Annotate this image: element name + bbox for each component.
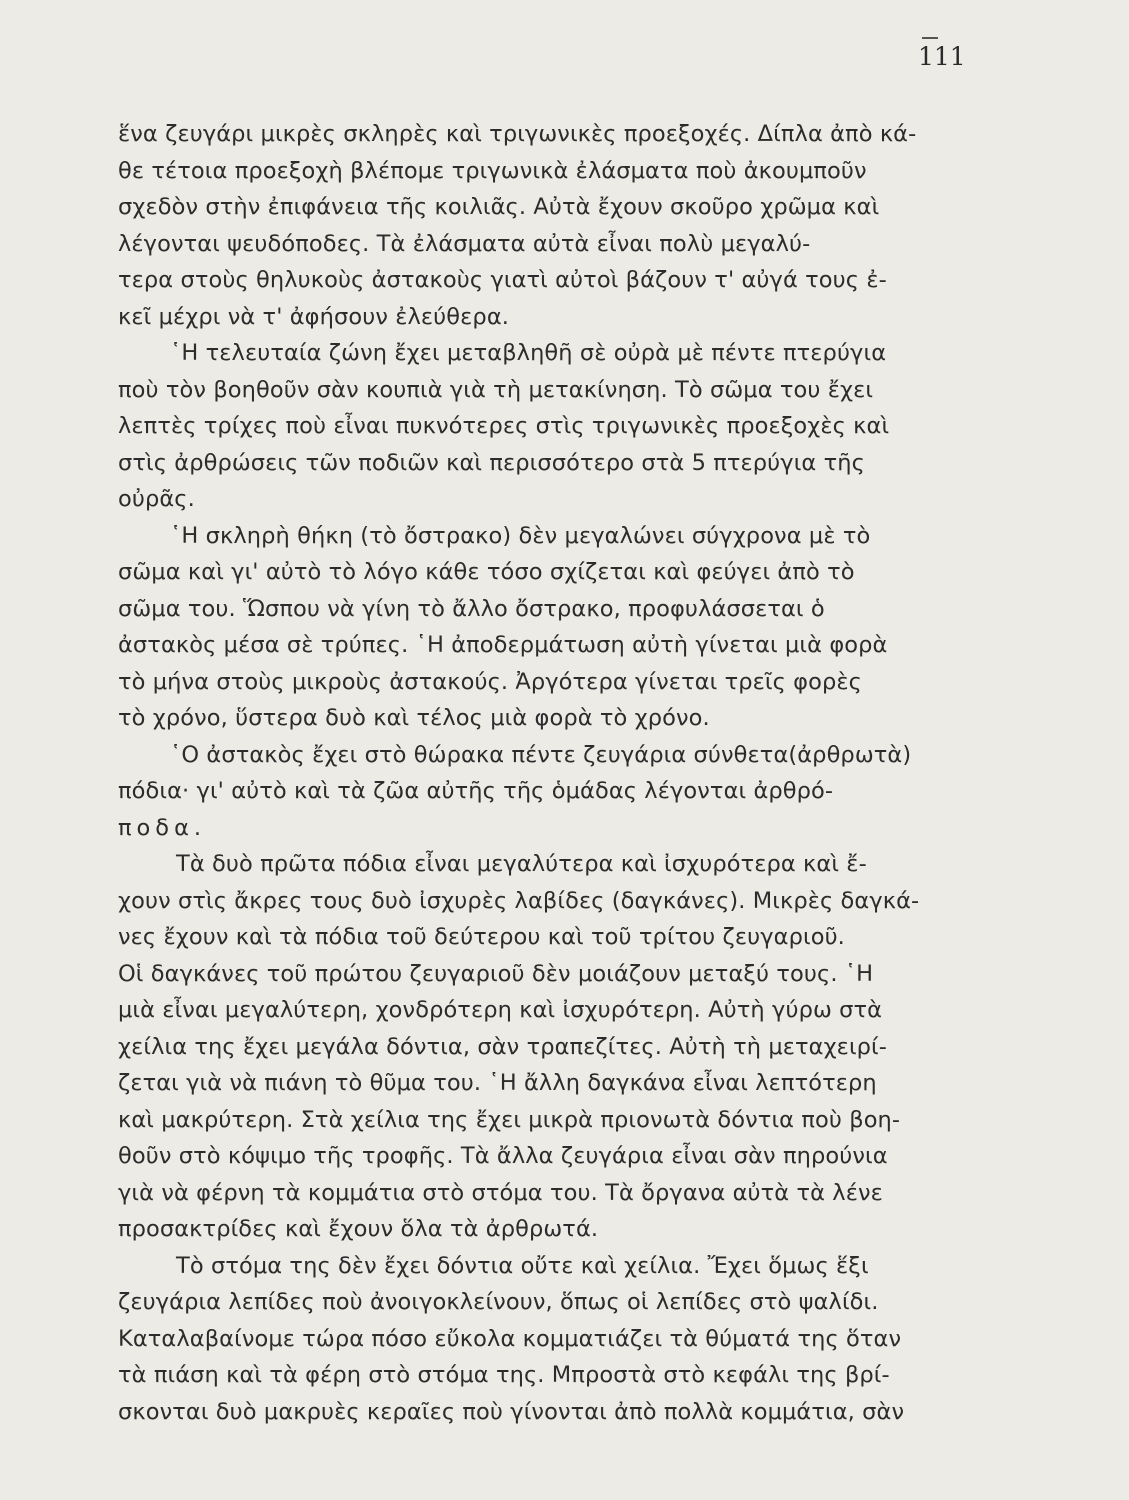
text-line: χείλια της ἔχει μεγάλα δόντια, σὰν τραπεζίτες. Αὐτὴ τὴ μεταχειρί- <box>118 1033 887 1060</box>
text-line: θοῦν στὸ κόψιμο τῆς τροφῆς. Τὰ ἄλλα ζευγάρια εἶναι σὰν πηρούνια <box>118 1143 888 1169</box>
text-line: πόδια· γι' αὐτὸ καὶ τὰ ζῶα αὐτῆς τῆς ὁμάδας λέγονται ἀρθρό- <box>118 778 834 804</box>
text-line: ζευγάρια λεπίδες ποὺ ἀνοιγοκλείνουν, ὅπως οἱ λεπίδες στὸ ψαλίδι. <box>118 1289 879 1315</box>
text-line: κεῖ μέχρι νὰ τ' ἀφήσουν ἐλεύθερα. <box>118 303 509 330</box>
text-line: ποὺ τὸν βοηθοῦν σὰν κουπιὰ γιὰ τὴ μετακίνηση. Τὸ σῶμα του ἔχει <box>118 376 874 403</box>
text-line: ζεται γιὰ νὰ πιάνη τὸ θῦμα του. ῾Η ἄλλη δαγκάνα εἶναι λεπτότερη <box>118 1070 877 1096</box>
paragraph-start-line: Τὸ στόμα της δὲν ἔχει δόντια οὔτε καὶ χείλια. Ἔχει ὅμως ἕξι <box>176 1252 869 1279</box>
text-line: σῶμα καὶ γι' αὐτὸ τὸ λόγο κάθε τόσο σχίζεται καὶ φεύγει ἀπὸ τὸ <box>118 559 855 585</box>
text-line: στὶς ἀρθρώσεις τῶν ποδιῶν καὶ περισσότερο στὰ 5 πτερύγια τῆς <box>118 449 865 476</box>
text-line: σῶμα του. Ὥσπου νὰ γίνη τὸ ἄλλο ὄστρακο, προφυλάσσεται ὁ <box>118 595 825 622</box>
body-text <box>118 116 978 1430</box>
text-line: καὶ μακρύτερη. Στὰ χείλια της ἔχει μικρὰ πριονωτὰ δόντια ποὺ βοη- <box>118 1106 901 1133</box>
text-line: θε τέτοια προεξοχὴ βλέπομε τριγωνικὰ ἐλάσματα ποὺ ἀκουμποῦν <box>118 157 867 184</box>
text-line: προσακτρίδες καὶ ἔχουν ὅλα τὰ ἀρθρωτά. <box>118 1216 599 1242</box>
text-line: ἕνα ζευγάρι μικρὲς σκληρὲς καὶ τριγωνικὲς προεξοχές. Δίπλα ἀπὸ κά- <box>118 121 917 147</box>
text-line: λεπτὲς τρίχες ποὺ εἶναι πυκνότερες στὶς τριγωνικὲς προεξοχὲς καὶ <box>118 413 890 439</box>
page-number: 111 <box>918 42 966 71</box>
text-line: ἀστακὸς μέσα σὲ τρύπες. ῾Η ἀποδερμάτωση αὐτὴ γίνεται μιὰ φορὰ <box>118 632 888 658</box>
text-line: γιὰ νὰ φέρνη τὰ κομμάτια στὸ στόμα του. Τὰ ὄργανα αὐτὰ τὰ λένε <box>118 1179 883 1206</box>
paragraph-start-line: ῾Η σκληρὴ θήκη (τὸ ὄστρακο) δὲν μεγαλώνει σύγχρονα μὲ τὸ <box>170 522 871 549</box>
text-line: μιὰ εἶναι μεγαλύτερη, χονδρότερη καὶ ἰσχυρότερη. Αὐτὴ γύρω στὰ <box>118 997 883 1023</box>
text-line: σκονται δυὸ μακρυὲς κεραῖες ποὺ γίνονται ἀπὸ πολλὰ κομμάτια, σὰν <box>118 1398 905 1425</box>
text-line: τὸ χρόνο, ὕστερα δυὸ καὶ τέλος μιὰ φορὰ τὸ χρόνο. <box>118 705 710 731</box>
text-line: οὐρᾶς. <box>118 486 195 512</box>
text-line: σχεδὸν στὴν ἐπιφάνεια τῆς κοιλιᾶς. Αὐτὰ ἔχουν σκοῦρο χρῶμα καὶ <box>118 194 880 220</box>
text-line: Καταλαβαίνομε τώρα πόσο εὔκολα κομματιάζει τὰ θύματά της ὅταν <box>118 1325 902 1352</box>
text-line: ποδα. <box>118 814 207 841</box>
text-line: νες ἔχουν καὶ τὰ πόδια τοῦ δεύτερου καὶ τοῦ τρίτου ζευγαριοῦ. <box>118 924 845 950</box>
text-line: τὰ πιάση καὶ τὰ φέρη στὸ στόμα της. Μπροστὰ στὸ κεφάλι της βρί- <box>118 1362 890 1388</box>
text-line: χουν στὶς ἄκρες τους δυὸ ἰσχυρὲς λαβίδες (δαγκάνες). Μικρὲς δαγκά- <box>118 887 920 914</box>
text-line: τὸ μήνα στοὺς μικροὺς ἀστακούς. Ἀργότερα γίνεται τρεῖς φορὲς <box>118 668 862 695</box>
text-line: τερα στοὺς θηλυκοὺς ἀστακοὺς γιατὶ αὐτοὶ βάζουν τ' αὐγά τους ἐ- <box>118 267 887 293</box>
paragraph-start-line: ῾Η τελευταία ζώνη ἔχει μεταβληθῆ σὲ οὐρὰ μὲ πέντε πτερύγια <box>170 340 887 366</box>
paragraph-start-line: ῾Ο ἀστακὸς ἔχει στὸ θώρακα πέντε ζευγάρια σύνθετα(ἀρθρωτὰ) <box>170 741 912 768</box>
text-line: Οἱ δαγκάνες τοῦ πρώτου ζευγαριοῦ δὲν μοιάζουν μεταξύ τους. ῾Η <box>118 960 874 987</box>
text-line: λέγονται ψευδόποδες. Τὰ ἐλάσματα αὐτὰ εἶναι πολὺ μεγαλύ- <box>118 230 811 257</box>
paragraph-start-line: Τὰ δυὸ πρῶτα πόδια εἶναι μεγαλύτερα καὶ ἰσχυρότερα καὶ ἔ- <box>176 851 867 877</box>
